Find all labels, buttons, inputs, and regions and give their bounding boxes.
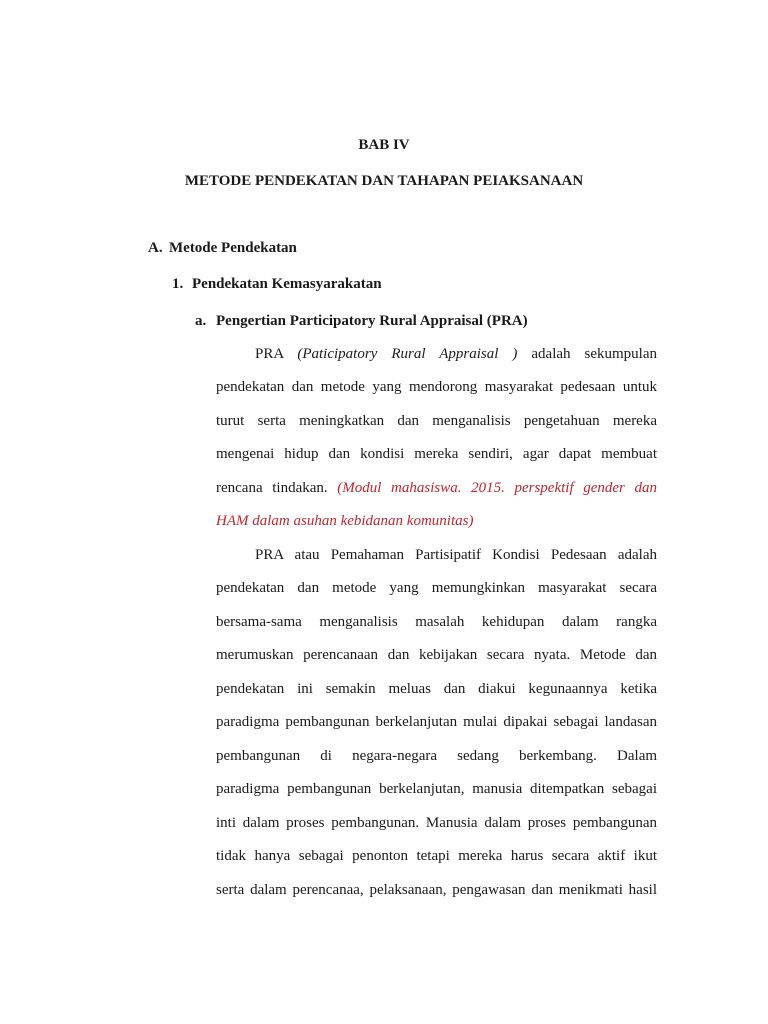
subsection-number: 1. <box>172 276 184 292</box>
text-run: PRA <box>255 346 284 362</box>
paragraph-line: paradigma pembangunan berkelanjutan, manusia ditempatkan sebagai <box>216 781 657 797</box>
text-run: adalah sekumpulan <box>531 346 658 362</box>
chapter-heading: BAB IV <box>358 137 410 153</box>
paragraph-line: tidak hanya sebagai penonton tetapi mereka harus secara aktif ikut <box>216 848 657 864</box>
paragraph-line: bersama-sama menganalisis masalah kehidupan dalam rangka <box>216 614 657 630</box>
section-label: Metode Pendekatan <box>169 240 297 256</box>
paragraph-line: paradigma pembangunan berkelanjutan mulai dipakai sebagai landasan <box>216 714 657 730</box>
subsubsection-label: Pengertian Participatory Rural Appraisal (PRA) <box>216 313 528 329</box>
paragraph-line <box>216 746 657 766</box>
paragraph-line: inti dalam proses pembangunan. Manusia dalam proses pembangunan <box>216 815 657 831</box>
text-run: pembangunan di negara-negara sedang berkembang. <box>216 748 597 764</box>
subsection-label: Pendekatan Kemasyarakatan <box>192 276 382 292</box>
text-run: Dalam <box>617 748 658 764</box>
paragraph-line <box>216 478 657 498</box>
text-run: rencana tindakan. <box>216 480 328 496</box>
paragraph-line: pendekatan dan metode yang mendorong masyarakat pedesaan untuk <box>216 379 657 395</box>
subsubsection-heading-a <box>195 313 528 330</box>
chapter-title: METODE PENDEKATAN DAN TAHAPAN PEIAKSANAAN <box>184 173 584 189</box>
italic-term: (Paticipatory Rural Appraisal ) <box>297 346 518 362</box>
paragraph-line: mengenai hidup dan kondisi mereka sendiri, agar dapat membuat <box>216 446 657 462</box>
section-heading-a <box>148 240 297 257</box>
citation-text: (Modul mahasiswa. 2015. perspektif gender dan <box>337 480 658 496</box>
subsection-heading-1 <box>172 276 382 293</box>
paragraph-line: merumuskan perencanaan dan kebijakan secara nyata. Metode dan <box>216 647 657 663</box>
paragraph-line <box>216 511 657 531</box>
section-number: A. <box>148 240 163 256</box>
subsubsection-number: a. <box>195 313 207 329</box>
paragraph-line: pendekatan ini semakin meluas dan diakui kegunaannya ketika <box>216 681 657 697</box>
paragraph-line: pendekatan dan metode yang memungkinkan masyarakat secara <box>216 580 657 596</box>
paragraph-line <box>255 344 657 364</box>
citation-text: HAM dalam asuhan kebidanan komunitas) <box>216 513 474 529</box>
paragraph-line: turut serta meningkatkan dan menganalisis pengetahuan mereka <box>216 413 657 429</box>
paragraph-line: serta dalam perencanaa, pelaksanaan, pengawasan dan menikmati hasil <box>216 882 657 898</box>
paragraph-line: PRA atau Pemahaman Partisipatif Kondisi Pedesaan adalah <box>255 547 657 563</box>
